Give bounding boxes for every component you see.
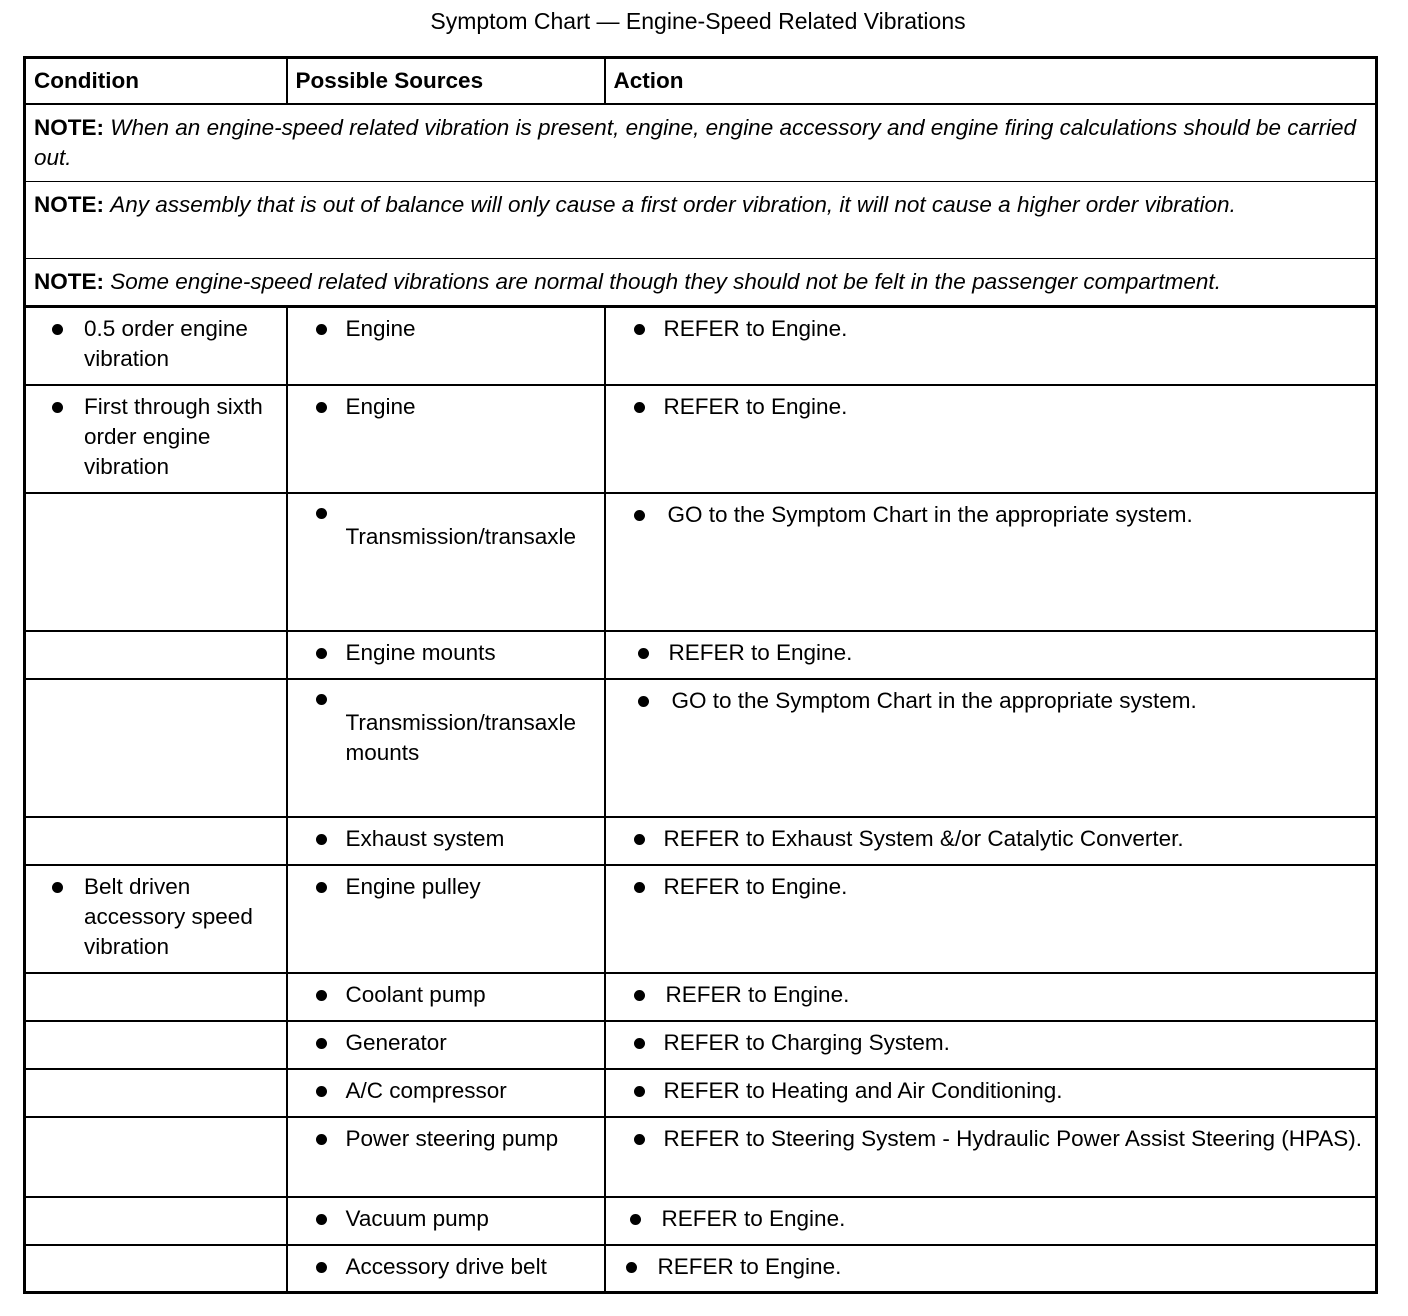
bullet-icon	[52, 324, 63, 335]
source-cell: Exhaust system	[296, 824, 596, 854]
condition-cell	[25, 1197, 287, 1245]
bullet-icon	[316, 882, 327, 893]
table-row	[25, 865, 1377, 973]
column-header-condition: Condition	[25, 58, 287, 105]
note-text: When an engine-speed related vibration is present, engine, engine accessory and engine firing calculations should be carried out.	[34, 115, 1357, 170]
source-cell: Engine	[296, 314, 596, 344]
note-text: Some engine-speed related vibrations are normal though they should not be felt in the passenger compartment.	[110, 269, 1221, 294]
source-cell: Generator	[296, 1028, 596, 1058]
bullet-icon	[316, 834, 327, 845]
action-cell: REFER to Engine.	[614, 392, 1368, 422]
bullet-icon	[634, 324, 645, 335]
condition-cell	[25, 1069, 287, 1117]
action-cell: REFER to Engine.	[614, 1252, 1368, 1282]
action-cell: REFER to Exhaust System &/or Catalytic Converter.	[614, 824, 1368, 854]
action-cell: REFER to Steering System - Hydraulic Power Assist Steering (HPAS).	[614, 1124, 1368, 1154]
table-row	[25, 1117, 1377, 1197]
table-row	[25, 385, 1377, 493]
table-row	[25, 679, 1377, 817]
table-row	[25, 1245, 1377, 1293]
condition-cell	[25, 1117, 287, 1197]
action-cell: REFER to Engine.	[614, 1204, 1368, 1234]
page-title: Symptom Chart — Engine-Speed Related Vibrations	[430, 8, 966, 34]
source-cell: A/C compressor	[296, 1076, 596, 1106]
action-cell: REFER to Charging System.	[614, 1028, 1368, 1058]
note-row	[25, 104, 1377, 182]
condition-cell	[25, 631, 287, 679]
action-cell: REFER to Engine.	[614, 638, 1368, 668]
condition-cell	[25, 1021, 287, 1069]
column-header-action: Action	[605, 58, 1377, 105]
bullet-icon	[316, 508, 327, 519]
source-cell: Coolant pump	[296, 980, 596, 1010]
bullet-icon	[316, 1038, 327, 1049]
bullet-icon	[316, 694, 327, 705]
action-cell: REFER to Engine.	[614, 314, 1368, 344]
source-cell: Engine mounts	[296, 638, 596, 668]
bullet-icon	[316, 1214, 327, 1225]
bullet-icon	[52, 882, 63, 893]
table-row	[25, 1021, 1377, 1069]
action-cell: REFER to Heating and Air Conditioning.	[614, 1076, 1368, 1106]
bullet-icon	[316, 324, 327, 335]
note-label: NOTE:	[34, 192, 104, 217]
note-label: NOTE:	[34, 269, 104, 294]
note-row	[25, 182, 1377, 259]
condition-cell	[25, 1245, 287, 1293]
source-cell: Vacuum pump	[296, 1204, 596, 1234]
symptom-chart-table	[23, 56, 1378, 1294]
bullet-icon	[630, 1214, 641, 1225]
condition-cell	[25, 973, 287, 1021]
action-cell: GO to the Symptom Chart in the appropriate system.	[614, 500, 1368, 530]
bullet-icon	[634, 990, 645, 1001]
bullet-icon	[316, 402, 327, 413]
action-cell: REFER to Engine.	[614, 980, 1368, 1010]
action-cell: GO to the Symptom Chart in the appropriate system.	[614, 686, 1368, 716]
bullet-icon	[316, 1134, 327, 1145]
condition-cell	[25, 679, 287, 817]
note-row	[25, 259, 1377, 307]
source-cell: Transmission/transaxle mounts	[296, 686, 596, 768]
table-row	[25, 1197, 1377, 1245]
bullet-icon	[634, 1038, 645, 1049]
table-row	[25, 973, 1377, 1021]
table-row	[25, 493, 1377, 631]
note-label: NOTE:	[34, 115, 104, 140]
table-row	[25, 631, 1377, 679]
bullet-icon	[626, 1262, 637, 1273]
condition-cell: Belt driven accessory speed vibration	[34, 872, 278, 962]
bullet-icon	[634, 1134, 645, 1145]
source-cell: Engine	[296, 392, 596, 422]
bullet-icon	[316, 648, 327, 659]
source-cell: Transmission/transaxle	[296, 500, 596, 552]
bullet-icon	[634, 402, 645, 413]
bullet-icon	[316, 1086, 327, 1097]
bullet-icon	[634, 834, 645, 845]
bullet-icon	[316, 990, 327, 1001]
table-row	[25, 307, 1377, 385]
condition-cell	[25, 817, 287, 865]
bullet-icon	[638, 696, 649, 707]
bullet-icon	[634, 1086, 645, 1097]
bullet-icon	[52, 402, 63, 413]
table-row	[25, 1069, 1377, 1117]
bullet-icon	[638, 648, 649, 659]
source-cell: Engine pulley	[296, 872, 596, 902]
condition-cell: First through sixth order engine vibration	[34, 392, 278, 482]
bullet-icon	[634, 510, 645, 521]
source-cell: Power steering pump	[296, 1124, 596, 1154]
header-row	[25, 58, 1377, 105]
action-cell: REFER to Engine.	[614, 872, 1368, 902]
condition-cell: 0.5 order engine vibration	[34, 314, 278, 374]
bullet-icon	[316, 1262, 327, 1273]
bullet-icon	[634, 882, 645, 893]
condition-cell	[25, 493, 287, 631]
source-cell: Accessory drive belt	[296, 1252, 596, 1282]
note-text: Any assembly that is out of balance will only cause a first order vibration, it will not cause a higher order vibration.	[110, 192, 1236, 217]
column-header-sources: Possible Sources	[287, 58, 605, 105]
table-row	[25, 817, 1377, 865]
